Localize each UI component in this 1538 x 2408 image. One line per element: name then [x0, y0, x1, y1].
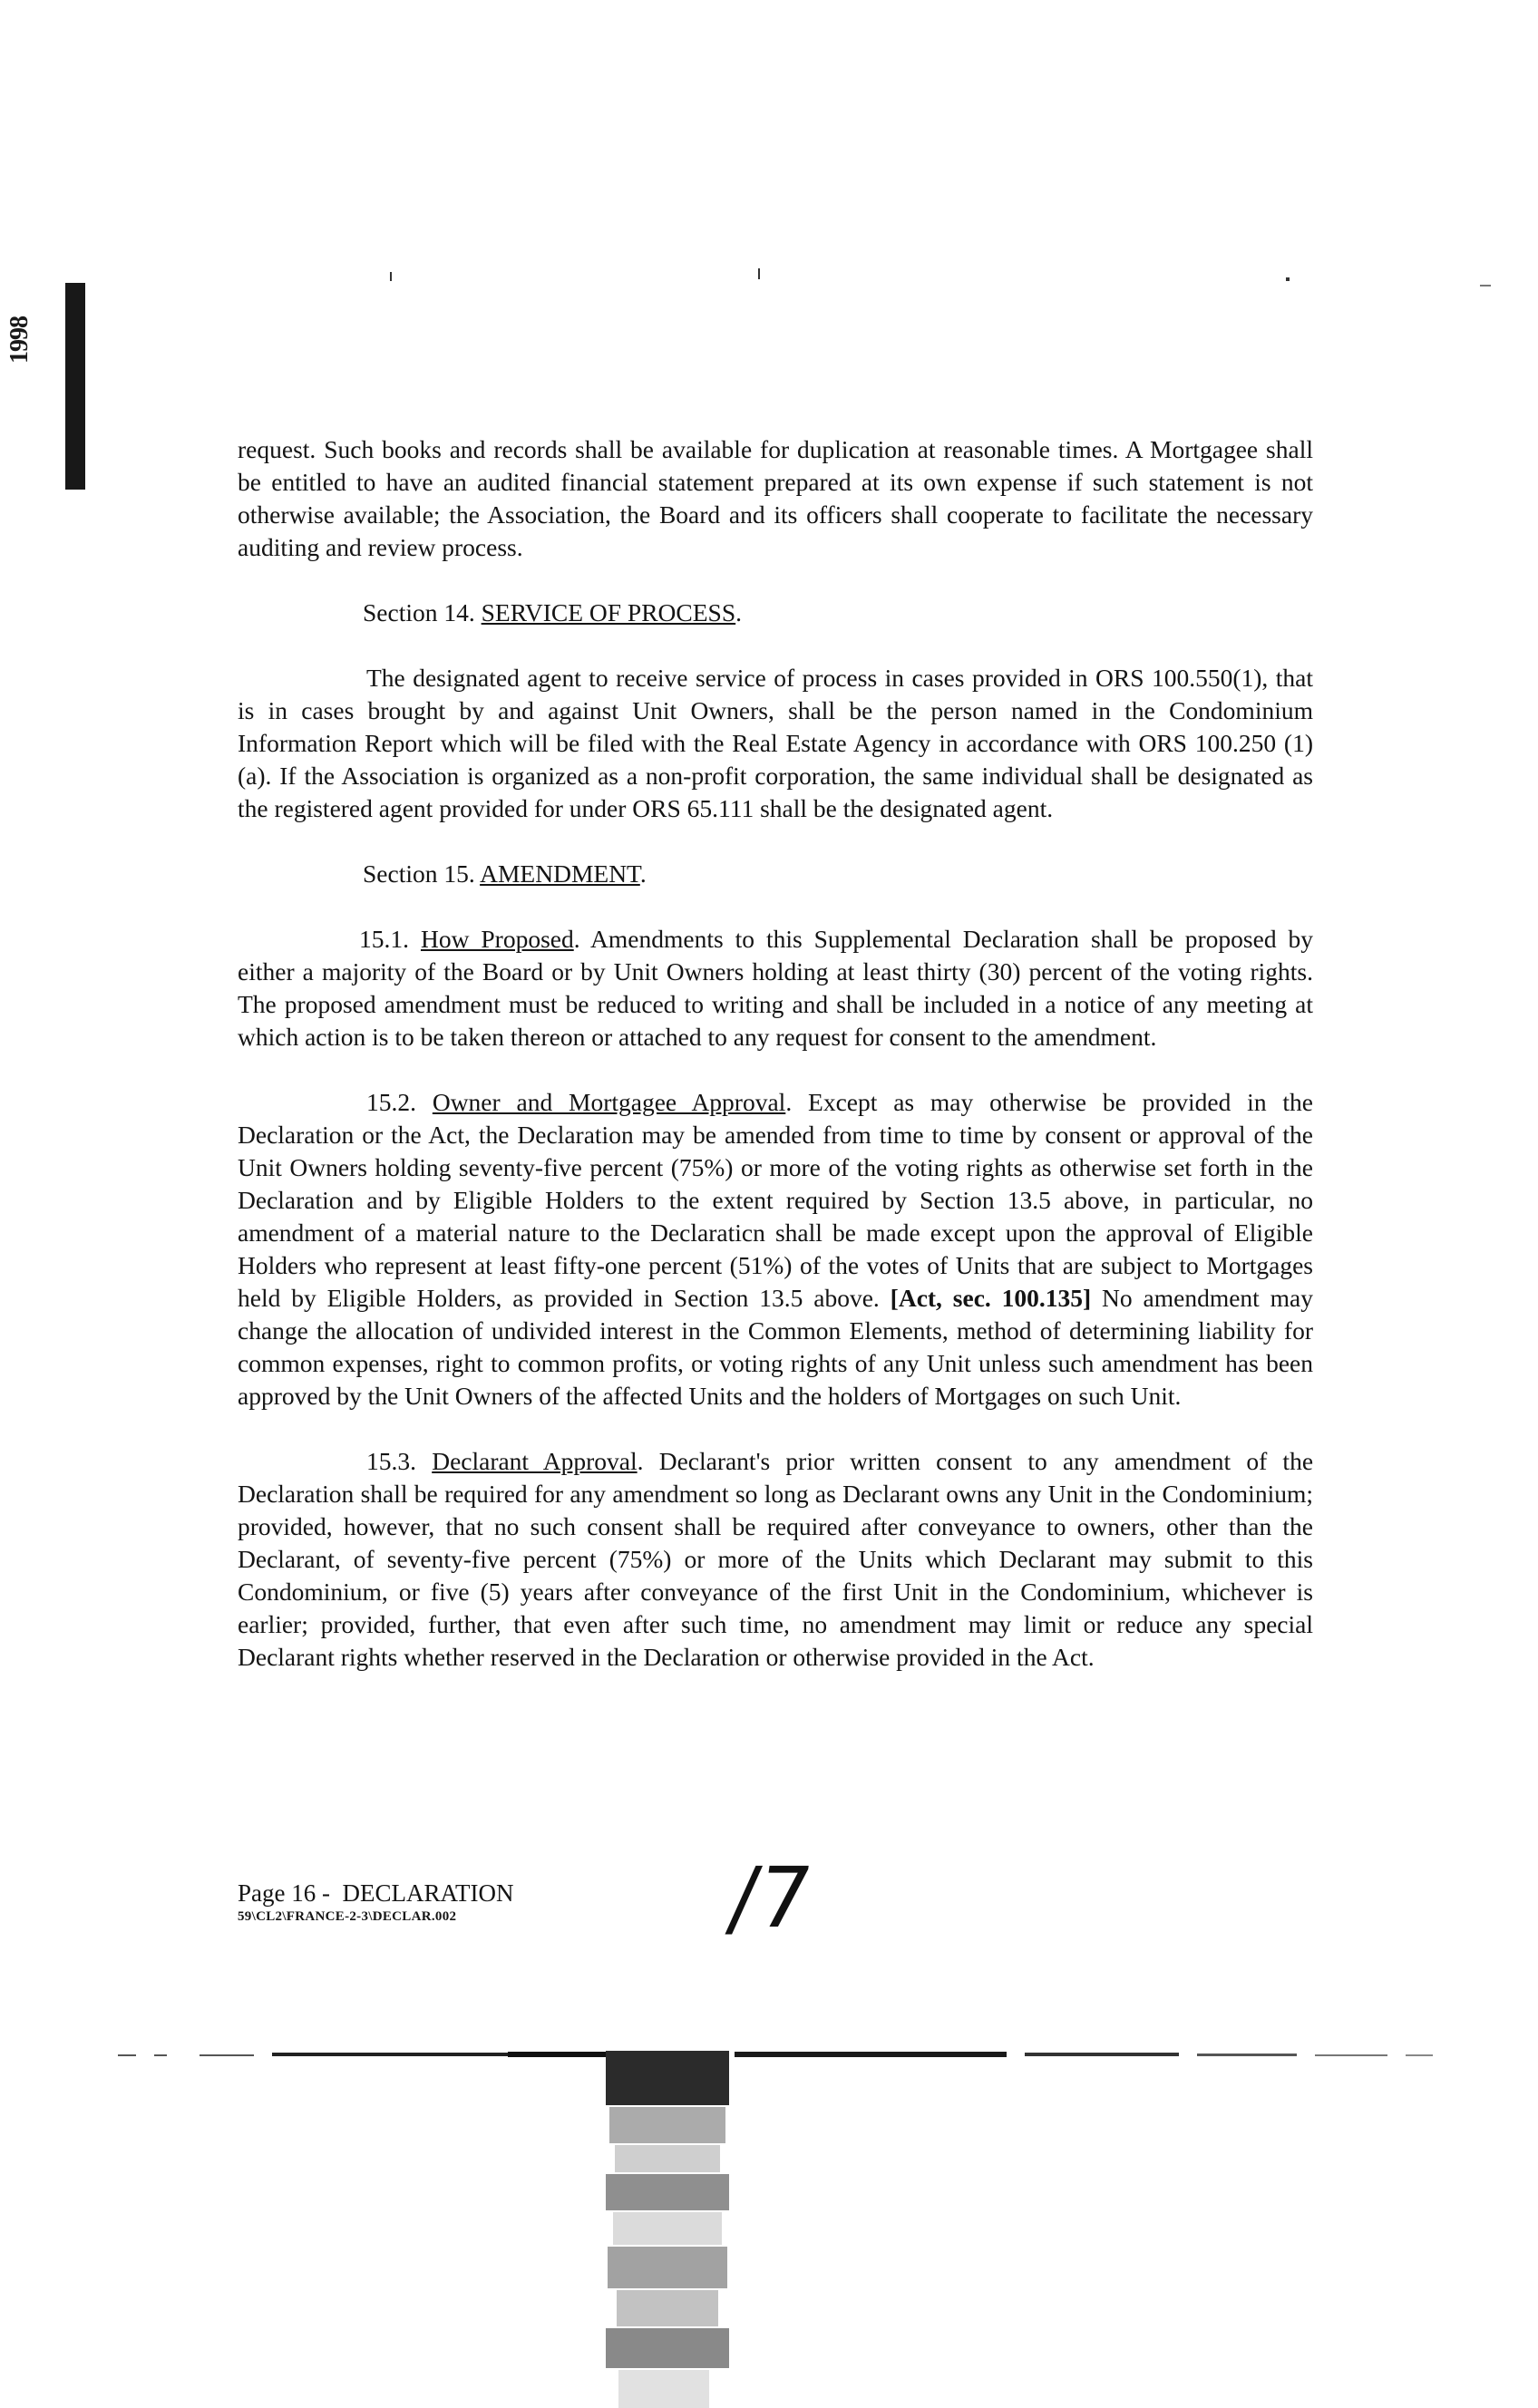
- scan-speck: [758, 268, 760, 279]
- footer-doc-title: DECLARATION: [342, 1879, 514, 1907]
- section-15-1: 15.1. How Proposed. Amendments to this Supplemental Declaration shall be proposed by either a majority of the Board or by Unit Owners holding at least thirty (30) percent of the voting rights. The proposed amendment must be reduced to writing and shall be included in a notice of any meeting at which action is to be taken thereon or attached to any request for consent to the amendment.: [238, 925, 1314, 1051]
- scan-speck: [1480, 285, 1491, 286]
- footer-page-line: [238, 1879, 513, 1908]
- section-14-body: The designated agent to receive service of process in cases provided in ORS 100.550(1), that is in cases brought by and against Unit Owners, shall be the person named in the Condominium Information Report which will be filed with the Real Estate Agency in accordance with ORS 100.250 (1)(a). If the Association is organized as a non-profit corporation, the same individual shall be designated as the registered agent provided for under ORS 65.111 shall be the designated agent.: [238, 664, 1313, 822]
- scan-speck: [390, 272, 392, 281]
- section-14-title: SERVICE OF PROCESS: [481, 598, 736, 626]
- section-15-1-body: Amendments to this Supplemental Declaration shall be proposed by either a majority of the Board or by Unit Owners holding at least thirty (30) percent of the voting rights. The proposed amendment must be reduced to writing and shall be included in a notice of any meeting at which action is to be taken thereon or attached to any request for consent to the amendment.: [238, 925, 1314, 1051]
- margin-scan-bar: [65, 283, 85, 490]
- section-15-3: 15.3. Declarant Approval. Declarant's prior written consent to any amendment of the Declaration shall be required for any amendment so long as Declarant owns any Unit in the Condominium; provided, however, that no such consent shall be required after conveyance to owners, other than the Declarant, of seventy-five percent (75%) or more of the Units which Declarant may submit to this Condominium, or five (5) years after conveyance of the first Unit in the Condominium, whichever is earlier; provided, further, that even after such time, no amendment may limit or reduce any special Declarant rights whether reserved in the Declaration or otherwise provided in the Act.: [238, 1447, 1314, 1671]
- scan-noise-block: [606, 2051, 729, 2408]
- footer-page-label: Page 16 -: [238, 1879, 330, 1907]
- section-15-2-body-b: No amendment may change the allocation of undivided interest in the Common Elements, method of determining liability for common expenses, right to common profits, or voting rights of any Unit unless such amendment has been approved by the Unit Owners of the affected Units and the holders of Mortgages on such Unit.: [238, 1284, 1314, 1410]
- paragraph-continued: request. Such books and records shall be available for duplication at reasonable times. A Mortgagee shall be entitled to have an audited financial statement prepared at its own expense if such statement is not otherwise available; the Association, the Board and its officers shall cooperate to facilitate the necessary auditing and review process.: [238, 435, 1313, 561]
- section-15-3-number: 15.3.: [366, 1447, 416, 1475]
- section-15-1-number: 15.1.: [359, 925, 409, 953]
- section-15-3-body: Declarant's prior written consent to any amendment of the Declaration shall be required for any amendment so long as Declarant owns any Unit in the Condominium; provided, however, that no such consent shall be required after conveyance to owners, other than the Declarant, of seventy-five percent (75%) or more of the Units which Declarant may submit to this Condominium, or five (5) years after conveyance of the first Unit in the Condominium, whichever is earlier; provided, further, that even after such time, no amendment may limit or reduce any special Declarant rights whether reserved in the Declaration or otherwise provided in the Act.: [238, 1447, 1314, 1671]
- section-15-2: 15.2. Owner and Mortgagee Approval. Except as may otherwise be provided in the Declaration or the Act, the Declaration may be amended from time to time by consent or approval of the Unit Owners holding seventy-five percent (75%) or more of the voting rights as otherwise set forth in the Declaration and by Eligible Holders to the extent required by Section 13.5 above, in particular, no amendment of a material nature to the Declaraticn shall be made except upon the approval of Eligible Holders who represent at least fifty-one percent (51%) of the votes of Units that are subject to Mortgages held by Eligible Holders, as provided in Section 13.5 above. [Act, sec. 100.135] No amendment may change the allocation of undivided interest in the Common Elements, method of determining liability for common expenses, right to common profits, or voting rights of any Unit unless such amendment has been approved by the Unit Owners of the affected Units and the holders of Mortgages on such Unit.: [238, 1088, 1314, 1410]
- section-15-heading: Section 15. AMENDMENT.: [363, 859, 647, 888]
- section-15-2-citation: [Act, sec. 100.135]: [890, 1284, 1092, 1312]
- footer-file-path: 59\CL2\FRANCE-2-3\DECLAR.002: [238, 1909, 457, 1924]
- section-15-1-title: How Proposed: [420, 925, 574, 953]
- page-footer: [238, 1879, 513, 1926]
- section-14-heading: Section 14. SERVICE OF PROCESS.: [363, 598, 743, 626]
- section-15-2-title: Owner and Mortgagee Approval: [432, 1088, 786, 1116]
- section-15-2-body-a: Except as may otherwise be provided in the Declaration or the Act, the Declaration may be amended from time to time by consent or approval of the Unit Owners holding seventy-five percent (75%) or more of the voting rights as otherwise set forth in the Declaration and by Eligible Holders to the extent required by Section 13.5 above, in particular, no amendment of a material nature to the Declaraticn shall be made except upon the approval of Eligible Holders who represent at least fifty-one percent (51%) of the votes of Units that are subject to Mortgages held by Eligible Holders, as provided in Section 13.5 above.: [238, 1088, 1313, 1312]
- scan-edge-line: [118, 2049, 1451, 2062]
- section-15-label: Section 15.: [363, 859, 475, 888]
- section-15-title: AMENDMENT: [480, 859, 640, 888]
- document-body: [238, 433, 1313, 1674]
- section-15-2-number: 15.2.: [366, 1088, 416, 1116]
- margin-year-stamp: 1998: [5, 316, 34, 364]
- handwritten-page-number: /7: [723, 1850, 819, 1947]
- section-15-3-title: Declarant Approval: [432, 1447, 638, 1475]
- section-14-label: Section 14.: [363, 598, 475, 626]
- scan-speck: [1286, 277, 1290, 281]
